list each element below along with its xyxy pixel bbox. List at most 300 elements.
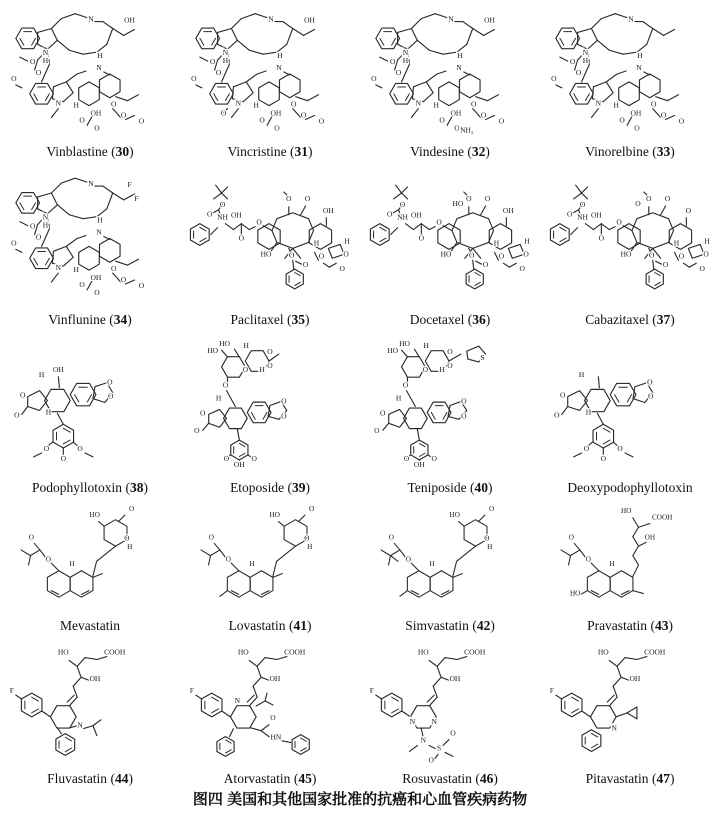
svg-text:O: O [575, 67, 582, 77]
compound-label [60, 618, 120, 635]
svg-text:O: O [289, 250, 295, 260]
compound-cell [360, 635, 540, 788]
structure-vinorelbine [542, 0, 718, 144]
compound-cell [180, 161, 360, 329]
svg-text:O: O [461, 411, 467, 421]
compound-number: (39) [284, 480, 310, 495]
svg-text:O: O [484, 534, 490, 543]
svg-text:H: H [439, 364, 445, 374]
svg-text:O: O [309, 505, 315, 514]
svg-text:O: O [79, 115, 85, 125]
structure-cabazitaxel [542, 161, 718, 312]
compound-label [227, 144, 312, 161]
svg-text:O: O [560, 390, 566, 400]
compound-cell [0, 161, 180, 329]
compound-name: Rosuvastatin [402, 771, 472, 786]
svg-text:O: O [619, 115, 625, 125]
svg-text:O: O [124, 534, 130, 543]
svg-text:N: N [420, 735, 427, 745]
svg-text:O: O [107, 377, 113, 387]
svg-text:O: O [454, 123, 460, 133]
svg-text:H: H [704, 236, 710, 246]
svg-text:N: N [636, 63, 642, 73]
svg-text:N: N [222, 48, 229, 58]
svg-text:OH: OH [90, 108, 102, 118]
svg-text:HO: HO [620, 249, 632, 259]
svg-text:O: O [43, 443, 50, 453]
svg-text:HO: HO [237, 647, 249, 657]
svg-text:O: O [251, 453, 257, 463]
svg-text:HO: HO [387, 346, 399, 356]
svg-text:HO: HO [57, 647, 69, 657]
svg-text:O: O [585, 555, 591, 564]
svg-text:OH: OH [450, 108, 462, 118]
compound-number: (34) [105, 312, 132, 327]
svg-text:HO: HO [207, 346, 219, 356]
svg-text:O: O [436, 217, 442, 227]
svg-text:O: O [215, 67, 222, 77]
svg-text:N: N [234, 696, 241, 705]
compound-name: Atorvastatin [223, 771, 291, 786]
svg-text:O: O [274, 123, 280, 133]
svg-text:H: H [127, 542, 133, 551]
svg-text:F: F [549, 686, 554, 696]
svg-text:O: O [480, 110, 487, 120]
svg-text:OH: OH [89, 674, 101, 684]
svg-text:O: O [111, 99, 117, 109]
svg-text:NH: NH [217, 212, 228, 222]
svg-text:H: H [578, 369, 585, 379]
compound-label [32, 480, 148, 497]
svg-text:N: N [88, 179, 94, 189]
svg-text:HO: HO [440, 249, 452, 259]
svg-text:O: O [703, 249, 709, 259]
svg-text:COOH: COOH [644, 647, 666, 657]
svg-text:O: O [484, 193, 491, 203]
svg-text:OH: OH [270, 108, 282, 118]
compound-label [46, 144, 133, 161]
compound-cell [180, 497, 360, 635]
svg-text:HO: HO [269, 510, 280, 519]
svg-text:N: N [409, 716, 416, 726]
svg-text:O: O [471, 99, 477, 109]
compound-number: (32) [464, 144, 490, 159]
compound-label [47, 771, 133, 788]
svg-text:H: H [585, 407, 592, 417]
svg-text:O: O [461, 396, 467, 406]
structure-vindesine [362, 0, 538, 144]
svg-text:O: O [498, 116, 505, 126]
compound-name: Lovastatin [228, 618, 286, 633]
svg-text:H: H [313, 238, 320, 248]
structure-fluvastatin [2, 635, 178, 771]
svg-text:O: O [482, 260, 489, 270]
svg-text:O: O [371, 73, 377, 83]
svg-text:N: N [415, 98, 422, 108]
svg-text:O: O [35, 232, 42, 242]
compound-label [48, 312, 132, 329]
compound-number: (38) [122, 480, 148, 495]
svg-text:O: O [519, 264, 525, 274]
compound-cell [360, 161, 540, 329]
svg-text:N: N [268, 14, 274, 24]
svg-text:O: O [20, 390, 26, 400]
svg-text:COOH: COOH [104, 647, 126, 657]
svg-text:O: O [304, 534, 310, 543]
svg-text:O: O [646, 193, 652, 203]
compound-cell [0, 329, 180, 497]
svg-text:OH: OH [630, 108, 642, 118]
svg-text:NH₂: NH₂ [460, 125, 474, 135]
svg-text:O: O [389, 57, 396, 67]
svg-text:N: N [42, 48, 49, 58]
svg-text:N: N [55, 263, 62, 273]
svg-text:O: O [439, 115, 445, 125]
svg-text:H: H [45, 407, 52, 417]
svg-text:O: O [60, 453, 67, 463]
svg-text:OH: OH [413, 459, 425, 469]
svg-text:O: O [386, 209, 393, 219]
svg-text:O: O [14, 410, 20, 420]
compound-number: (35) [283, 312, 310, 327]
svg-text:O: O [402, 380, 409, 390]
svg-text:H: H [524, 236, 530, 246]
svg-text:O: O [267, 347, 273, 357]
svg-text:N: N [448, 14, 454, 24]
compound-label [405, 618, 495, 635]
svg-text:OH: OH [590, 210, 602, 220]
compound-cell [180, 329, 360, 497]
compound-number: (44) [107, 771, 133, 786]
svg-text:O: O [304, 193, 311, 203]
svg-text:OH: OH [90, 273, 102, 283]
svg-text:HN: HN [270, 732, 282, 742]
compound-label [224, 771, 317, 788]
svg-text:HO: HO [621, 507, 632, 516]
svg-text:O: O [635, 198, 641, 208]
svg-text:O: O [259, 115, 265, 125]
compound-name: Paclitaxel [230, 312, 284, 327]
svg-text:O: O [281, 411, 287, 421]
svg-text:H: H [215, 393, 222, 403]
svg-text:O: O [242, 364, 248, 374]
svg-text:O: O [469, 250, 475, 260]
svg-text:O: O [219, 199, 226, 209]
svg-text:O: O [194, 426, 200, 436]
svg-text:HO: HO [417, 647, 429, 657]
svg-text:O: O [120, 274, 127, 284]
svg-text:OH: OH [644, 533, 656, 542]
svg-text:O: O [380, 408, 386, 418]
svg-text:O: O [489, 505, 495, 514]
figure-caption: 图四 美国和其他国家批准的抗癌和心血管疾病药物 [192, 791, 528, 808]
compound-number: (37) [648, 312, 675, 327]
svg-text:O: O [29, 57, 36, 67]
svg-text:F: F [189, 686, 194, 696]
compound-cell [0, 0, 180, 161]
svg-text:HO: HO [260, 249, 272, 259]
compound-label [229, 618, 312, 635]
svg-text:N: N [431, 716, 437, 726]
svg-text:HO: HO [399, 339, 410, 349]
svg-text:N: N [96, 63, 102, 73]
compound-number: (43) [647, 618, 673, 633]
svg-text:O: O [569, 57, 576, 67]
compound-cell [360, 497, 540, 635]
structure-deoxypodophyllotoxin [542, 329, 718, 480]
svg-text:OH: OH [233, 459, 245, 469]
svg-text:O: O [267, 360, 273, 370]
compound-name: Mevastatin [60, 618, 120, 633]
svg-text:O: O [11, 73, 17, 83]
compound-cell [540, 161, 720, 329]
structure-etoposide [182, 329, 358, 480]
svg-text:H: H [673, 238, 680, 248]
svg-text:O: O [138, 280, 145, 290]
svg-text:O: O [302, 260, 309, 270]
compound-number: (46) [471, 771, 498, 786]
svg-text:OH: OH [304, 15, 315, 25]
svg-text:O: O [208, 533, 214, 542]
svg-text:O: O [200, 408, 206, 418]
svg-text:O: O [403, 453, 410, 463]
compound-cell [360, 329, 540, 497]
svg-text:N: N [235, 98, 242, 108]
structure-vinflunine [2, 161, 178, 312]
svg-text:O: O [466, 193, 472, 203]
svg-text:H: H [582, 56, 589, 66]
svg-text:O: O [583, 443, 590, 453]
structure-mevastatin [2, 497, 178, 618]
compound-cell [0, 635, 180, 788]
compound-number: (36) [464, 312, 491, 327]
svg-text:H: H [395, 393, 402, 403]
svg-text:O: O [220, 108, 227, 118]
svg-text:O: O [678, 251, 685, 261]
compound-cell [540, 0, 720, 161]
compound-name: Podophyllotoxin [32, 480, 123, 495]
svg-text:H: H [38, 369, 45, 379]
svg-text:O: O [447, 347, 453, 357]
svg-text:OH: OH [410, 210, 422, 220]
compound-number: (45) [290, 771, 317, 786]
svg-text:O: O [685, 205, 692, 215]
svg-text:O: O [422, 364, 428, 374]
svg-text:N: N [88, 14, 94, 24]
svg-text:O: O [388, 533, 394, 542]
svg-text:O: O [678, 116, 685, 126]
svg-text:O: O [662, 260, 669, 270]
compound-label [230, 312, 309, 329]
svg-text:O: O [29, 221, 36, 231]
svg-text:O: O [318, 251, 325, 261]
svg-text:O: O [45, 555, 51, 564]
svg-text:OH: OH [449, 674, 461, 684]
compound-number: (31) [286, 144, 313, 159]
svg-text:F: F [9, 686, 14, 696]
svg-text:O: O [191, 73, 197, 83]
compound-cell [180, 0, 360, 161]
compound-name: Fluvastatin [47, 771, 108, 786]
compound-number: (47) [648, 771, 675, 786]
compound-cell [540, 635, 720, 788]
compound-label [585, 144, 675, 161]
compound-name: Cabazitaxel [585, 312, 649, 327]
svg-text:H: H [42, 220, 49, 230]
svg-text:O: O [450, 728, 456, 738]
svg-text:O: O [395, 67, 402, 77]
svg-text:N: N [628, 14, 634, 24]
svg-text:O: O [129, 505, 135, 514]
svg-text:H: H [42, 56, 49, 66]
compound-name: Vincristine [227, 144, 287, 159]
compound-name: Teniposide [407, 480, 467, 495]
compound-cell [540, 497, 720, 635]
svg-text:O: O [651, 99, 657, 109]
structure-rosuvastatin [362, 635, 538, 771]
compound-number: (30) [107, 144, 134, 159]
svg-text:OH: OH [124, 15, 135, 25]
svg-text:N: N [55, 98, 62, 108]
svg-text:O: O [660, 110, 667, 120]
svg-text:O: O [634, 123, 640, 133]
svg-text:O: O [209, 57, 216, 67]
svg-text:O: O [11, 238, 17, 248]
svg-text:O: O [120, 110, 127, 120]
svg-text:O: O [318, 116, 325, 126]
svg-text:F: F [369, 686, 374, 696]
svg-text:O: O [428, 755, 434, 765]
compound-name: Vinorelbine [585, 144, 649, 159]
svg-text:O: O [206, 209, 213, 219]
structure-teniposide [362, 329, 538, 480]
svg-text:HO: HO [449, 510, 460, 519]
svg-text:H: H [423, 341, 429, 351]
svg-text:O: O [647, 377, 653, 387]
svg-text:O: O [77, 443, 83, 453]
compound-label [567, 480, 692, 497]
svg-text:O: O [648, 391, 654, 401]
compound-label [587, 618, 673, 635]
svg-text:O: O [498, 251, 505, 261]
structure-vincristine [182, 0, 358, 144]
compound-label [402, 771, 498, 788]
compound-cell [540, 329, 720, 497]
compound-name: Vinblastine [46, 144, 108, 159]
svg-text:O: O [616, 217, 622, 227]
svg-text:O: O [35, 67, 42, 77]
svg-text:NH: NH [577, 212, 588, 222]
structure-podophyllotoxin [2, 329, 178, 480]
compound-label [585, 312, 675, 329]
svg-text:OH: OH [269, 674, 281, 684]
svg-text:H: H [97, 51, 103, 61]
svg-text:O: O [223, 453, 230, 463]
compound-cell [360, 0, 540, 161]
compound-label [230, 480, 310, 497]
svg-text:H: H [457, 51, 463, 61]
structure-paclitaxel [182, 161, 358, 312]
svg-text:O: O [399, 199, 406, 209]
svg-text:O: O [281, 396, 287, 406]
svg-text:N: N [611, 723, 617, 733]
svg-text:O: O [28, 533, 34, 542]
svg-text:O: O [79, 279, 85, 289]
svg-text:HO: HO [219, 339, 230, 349]
svg-text:N: N [402, 48, 409, 58]
svg-text:HO: HO [89, 510, 100, 519]
svg-text:O: O [270, 712, 276, 722]
svg-text:O: O [598, 233, 605, 243]
svg-text:OH: OH [230, 210, 242, 220]
svg-text:COOH: COOH [464, 647, 486, 657]
compound-cell [180, 635, 360, 788]
svg-text:O: O [523, 249, 529, 259]
svg-text:COOH: COOH [651, 513, 673, 522]
svg-text:H: H [277, 51, 283, 61]
svg-text:N: N [276, 63, 282, 73]
svg-text:COOH: COOH [284, 647, 306, 657]
svg-text:O: O [649, 250, 655, 260]
compound-name: Vindesine [410, 144, 465, 159]
svg-text:O: O [343, 249, 349, 259]
svg-text:O: O [568, 533, 574, 542]
svg-text:O: O [405, 555, 411, 564]
svg-text:F: F [127, 180, 132, 190]
svg-text:N: N [595, 98, 602, 108]
compound-number: (42) [468, 618, 495, 633]
svg-text:S: S [437, 743, 442, 753]
structure-simvastatin [362, 497, 538, 618]
svg-text:H: H [69, 560, 75, 569]
svg-text:H: H [433, 100, 439, 110]
svg-text:H: H [402, 56, 409, 66]
compound-number: (40) [466, 480, 493, 495]
svg-text:H: H [637, 51, 643, 61]
svg-text:O: O [551, 73, 557, 83]
svg-text:S: S [480, 353, 485, 363]
svg-text:O: O [286, 193, 292, 203]
svg-text:H: H [249, 560, 255, 569]
svg-text:H: H [222, 56, 229, 66]
svg-text:H: H [307, 542, 313, 551]
svg-text:O: O [664, 193, 671, 203]
svg-text:O: O [291, 99, 297, 109]
svg-text:O: O [447, 360, 453, 370]
svg-text:O: O [225, 555, 231, 564]
svg-text:O: O [374, 426, 380, 436]
svg-text:NH: NH [397, 212, 408, 222]
svg-text:O: O [418, 233, 425, 243]
svg-text:OH: OH [502, 205, 514, 215]
svg-text:N: N [77, 720, 83, 730]
svg-text:H: H [97, 215, 103, 225]
structure-docetaxel [362, 161, 538, 312]
compound-cell [0, 497, 180, 635]
svg-text:H: H [429, 560, 435, 569]
svg-text:O: O [566, 209, 573, 219]
svg-text:O: O [256, 217, 262, 227]
compound-name: Etoposide [230, 480, 285, 495]
svg-text:H: H [613, 100, 619, 110]
svg-text:N: N [456, 63, 462, 73]
svg-text:O: O [579, 199, 586, 209]
svg-text:H: H [259, 364, 265, 374]
compound-name: Docetaxel [409, 312, 465, 327]
svg-text:O: O [94, 287, 100, 297]
svg-text:O: O [238, 233, 245, 243]
svg-text:H: H [609, 560, 615, 569]
